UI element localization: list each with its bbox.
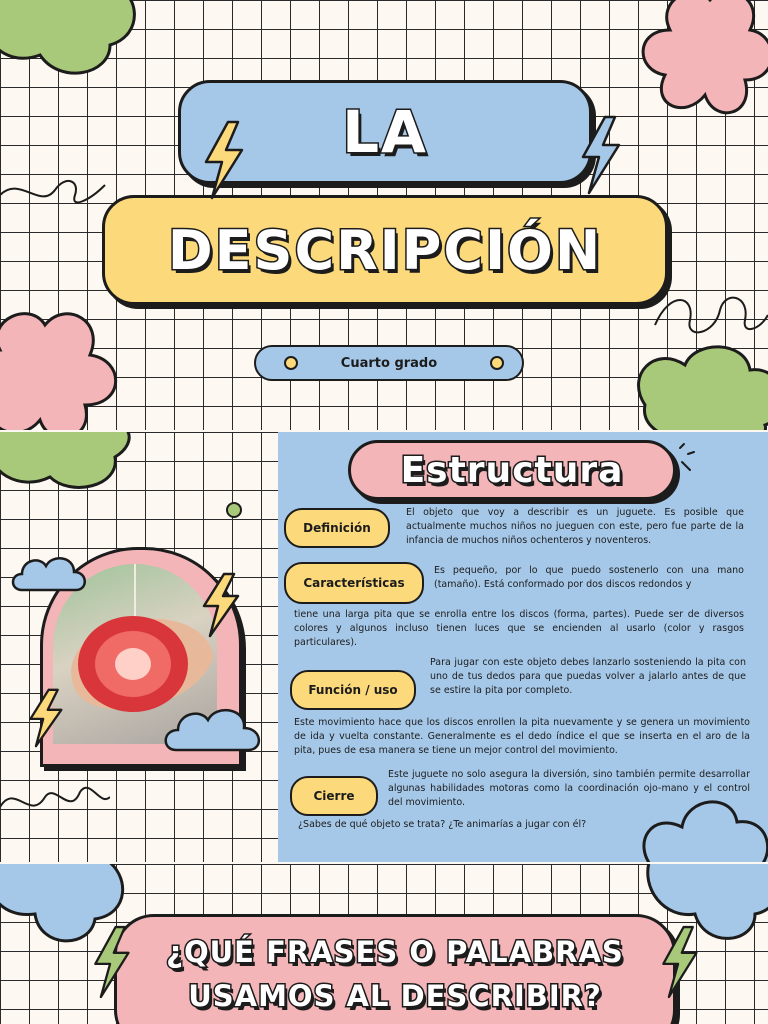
paragraph-funcion-b: Este movimiento hace que los discos enrollen la pita nuevamente y se genera un movimiento de ida y vuelta constante. Generalmente es el dedo índice el que se inserta en el aro de la pita, pues de esa manera se tiene un mejor control del movimiento. xyxy=(294,717,750,756)
green-flower-icon xyxy=(0,432,140,492)
paragraph-funcion-a: Para jugar con este objeto debes lanzarlo sosteniendo la pita con uno de tus dedos para que puedas volver a jalarlo antes de que se estire la pita por completo. xyxy=(430,657,746,696)
lightning-bolt-icon xyxy=(656,924,702,1000)
squiggle-icon xyxy=(650,285,768,345)
structure-slide xyxy=(0,432,768,862)
label-cierre: Cierre xyxy=(290,776,378,816)
dot-icon xyxy=(490,356,504,370)
subtitle-pill xyxy=(254,345,524,381)
lightning-bolt-icon xyxy=(88,924,134,1000)
green-flower-icon xyxy=(0,0,150,90)
paragraph-caracteristicas-a: Es pequeño, por lo que puedo sostenerlo con una mano (tamaño). Está conformado por dos discos redondos y xyxy=(434,565,744,590)
lightning-bolt-icon xyxy=(198,572,242,638)
label-funcion: Función / uso xyxy=(290,670,416,710)
question-text xyxy=(114,930,676,1018)
squiggle-icon xyxy=(0,777,110,827)
question-line-2: USAMOS AL DESCRIBIR? xyxy=(188,979,602,1013)
pink-flower-icon xyxy=(640,0,768,120)
title-pill-yellow xyxy=(102,195,668,305)
lightning-bolt-icon xyxy=(198,120,248,200)
squiggle-icon xyxy=(0,165,110,215)
blue-flower-icon xyxy=(632,792,768,862)
lightning-bolt-icon xyxy=(575,115,625,195)
paragraph-caracteristicas-b: tiene una larga pita que se enrolla entre los discos (forma, partes). Puede ser de diversos colores y algunos incluso tienen luces que se encienden al usarlo (color y rasgos particulares). xyxy=(294,609,744,648)
label-definicion: Definición xyxy=(284,508,390,548)
closing-question: ¿Sabes de qué objeto se trata? ¿Te animarías a jugar con él? xyxy=(298,819,587,830)
title-slide xyxy=(0,0,768,430)
green-flower-icon xyxy=(625,345,768,430)
heading: Estructura xyxy=(400,449,624,491)
cloud-icon xyxy=(162,702,272,758)
dot-icon xyxy=(284,356,298,370)
paragraph-cierre: Este juguete no solo asegura la diversión, sino también permite desarrollar algunas habilidades motoras como la coordinación ojo-mano y el control del movimiento. xyxy=(388,769,750,808)
dot-icon xyxy=(226,502,242,518)
sparkle-icon xyxy=(676,442,696,472)
lightning-bolt-icon xyxy=(25,687,65,749)
label-caracteristicas: Características xyxy=(284,562,424,604)
subtitle: Cuarto grado xyxy=(340,355,438,371)
title-line-1: LA xyxy=(342,98,428,166)
cloud-icon xyxy=(10,550,90,598)
question-line-1: ¿QUÉ FRASES O PALABRAS xyxy=(166,935,624,969)
pink-flower-icon xyxy=(0,310,130,430)
paragraph-definicion: El objeto que voy a describir es un juguete. Es posible que actualmente muchos niños no jueguen con este, pero fue parte de la infancia de muchos niños ochenteros y noventeros. xyxy=(406,507,744,546)
title-line-2: DESCRIPCIÓN xyxy=(167,218,603,282)
heading-pill xyxy=(348,440,676,500)
question-slide xyxy=(0,864,768,1024)
